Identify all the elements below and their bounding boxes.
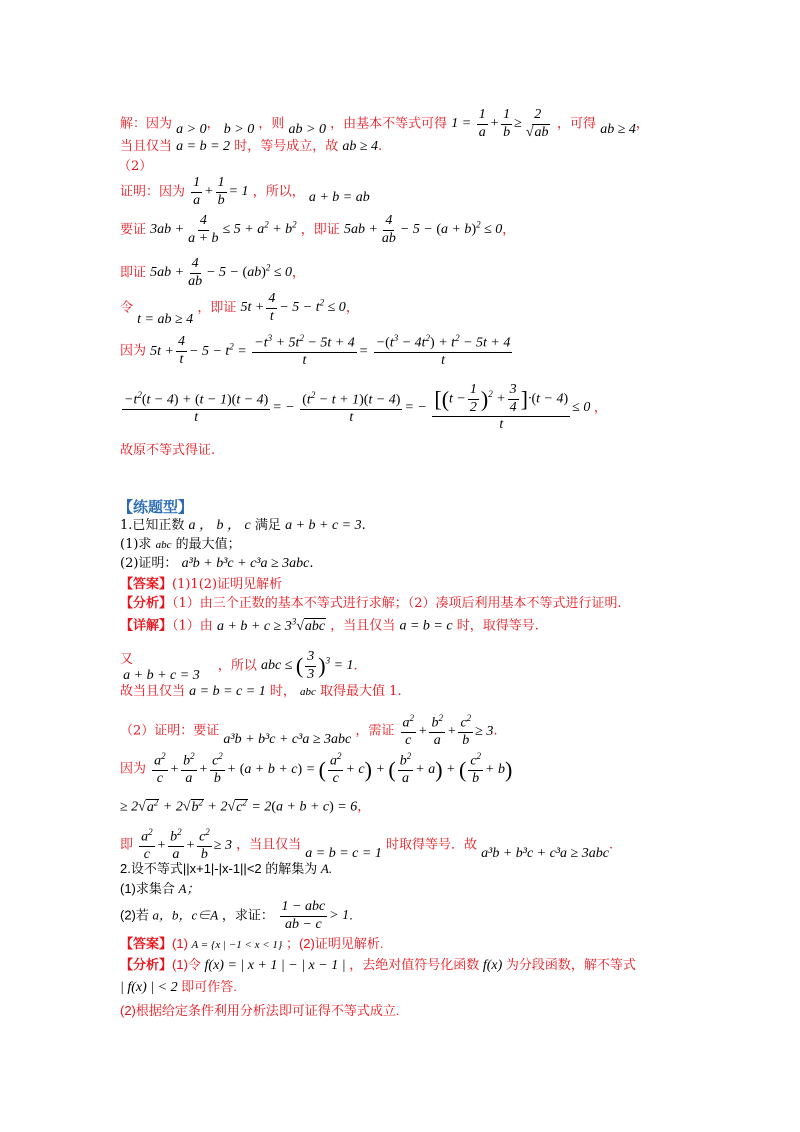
- q2-analysis-cont: [120, 980, 237, 995]
- text: 时，等号成立，故: [234, 139, 339, 154]
- text: （1）由: [172, 618, 213, 634]
- math-formula: $a + b + c \ge 3^3√abc$: [216, 616, 326, 634]
- text: 故当且仅当: [120, 684, 186, 699]
- text: （1）由三个正数的基本不等式进行求解；（2）凑项后利用基本不等式进行证明.: [172, 596, 622, 611]
- math-formula: 5t + $\frac{4}{t}$ − $5 - t^2$ = $\frac{-t^3 + 5t^2 - 5t + 4}{t}$ = $\frac{-(t^3 - 4t^2) + t^2 - 5t + 4}{t}$: [150, 333, 511, 369]
- math-formula: 5ab + $\frac{4}{ab}$ − $5 - (a + b)^2 \le 0$: [343, 213, 503, 246]
- analysis-tag: 【分析】: [120, 596, 173, 611]
- q1-because: [120, 752, 512, 787]
- solution-line-8: $\frac{-t^2(t - 4) + (t - 1)(t - 4)}{t}$ = − $\frac{(t^2 - t + 1)(t - 4)}{t}$ = − [(t − $\frac{1}{2}$ )$^2$ + $\frac{3}{4}$ ]·(t − 4) t ≤ 0 ，: [120, 383, 607, 433]
- math-expr: f(x) = | x + 1 | − | x − 1 |: [204, 958, 346, 973]
- text: ，由基本不等式可得: [330, 116, 448, 132]
- math-formula: $\frac{a^2}{c}$ + $\frac{b^2}{a}$ + $\frac{c^2}{b}$ + (a + b + c) = ( $\frac{a^2}{c}$ + c) + ( $\frac{b^2}{a}$ + a) + ( $\frac{c^2}{b}$ + b): [154, 751, 513, 787]
- math-expr: A.: [320, 861, 333, 876]
- math-expr: ab ≥ 4: [600, 122, 636, 138]
- text: 为分段函数，解不等式: [505, 957, 636, 972]
- q1-stem: 1.已知正数 a ， b ， c 满足 a + b + c = 3.: [120, 518, 366, 533]
- text: ，即证: [197, 300, 237, 316]
- math-formula: $\frac{a^2}{c}$ + $\frac{b^2}{a}$ + $\frac{c^2}{b}$ ≥ 3: [402, 713, 494, 749]
- math-expr: a³b + b³c + c³a ≥ 3abc: [223, 731, 352, 747]
- q1-part-2: (2)证明： a³b + b³c + c³a ≥ 3abc.: [120, 556, 314, 571]
- text: 令: [120, 300, 134, 316]
- text: （2）证明：要证: [120, 723, 220, 739]
- text: 取得最大值 1.: [320, 684, 402, 699]
- math-expr: a³b + b³c + c³a ≥ 3abc: [481, 845, 609, 861]
- q2-stem: [120, 862, 332, 875]
- q1-part-1: [120, 538, 241, 551]
- text: (1)1(2)证明见解析: [172, 577, 283, 592]
- solution-line-5: 即证 5ab + $\frac{4}{ab}$ − 5 − (ab)$^2$ ≤ 0，: [120, 256, 306, 289]
- math-formula: $\frac{1}{a}$ + $\frac{1}{b}$ = 1: [193, 175, 249, 208]
- math-expr: ab ≥ 4: [342, 139, 379, 154]
- math-formula: $\frac{-t^2(t - 4) + (t - 1)(t - 4)}{t}$ = − $\frac{(t^2 - t + 1)(t - 4)}{t}$ = − [(t − $\frac{1}{2}$ )$^2$ + $\frac{3}{4}$ ]·(t − 4) t ≤ 0: [124, 382, 594, 433]
- solution-line-6: 令 t = ab ≥ 4 ，即证 5t + $\frac{4}{t}$ − $5 - t^2 \le 0$，: [120, 291, 359, 328]
- math-expr: abc: [300, 686, 316, 698]
- text: ，当且仅当: [236, 837, 302, 853]
- text: ，需证: [355, 723, 395, 739]
- math-formula: ≥ $2√a^2 + 2√b^2 + 2√c^2 = 2(a + b + c) = 6$: [120, 797, 358, 815]
- text: 2.设不等式||x+1|-|x-1||<2 的解集为: [120, 861, 318, 876]
- math-formula: 5ab + $\frac{4}{ab}$ − 5 − (ab)$^2$ ≤ 0: [150, 256, 293, 289]
- q1-ineq-chain: ≥ $2√a^2 + 2√b^2 + 2√c^2 = 2(a + b + c) = 6$，: [120, 797, 371, 815]
- math-expr: t = ab ≥ 4: [137, 312, 194, 328]
- text: 因为: [120, 761, 147, 777]
- text: ，求证：: [221, 907, 274, 923]
- text: .: [378, 139, 383, 154]
- math-formula: $\frac{a^2}{c}$ + $\frac{b^2}{a}$ + $\frac{c^2}{b}$ ≥ 3: [141, 827, 232, 863]
- q2-analysis-2: (2)根据给定条件利用分析法即可证得不等式成立.: [120, 1003, 400, 1018]
- q2-analysis: [120, 958, 636, 973]
- text: (2)证明：: [120, 556, 178, 571]
- q2-part-1: [120, 882, 199, 895]
- q1-detail: [120, 617, 539, 634]
- math-formula: $\frac{\text{1 − abc}}{ab - c}$ > 1: [281, 899, 350, 932]
- math-expr: A；: [178, 881, 200, 896]
- answer-tag: 【答案】: [120, 577, 173, 592]
- solution-line-7: [120, 334, 514, 369]
- text: (1): [172, 936, 188, 951]
- text: ，所以，: [252, 184, 305, 200]
- math-expr: a，b，c∈A: [152, 907, 219, 923]
- solution-line-2: [120, 140, 382, 154]
- q1-answer: [120, 578, 282, 591]
- text: (1)求: [120, 537, 152, 552]
- text: (1)求集合: [120, 881, 175, 896]
- conclusion: 故原不等式得证.: [120, 443, 216, 458]
- math-expr: a³b + b³c + c³a ≥ 3abc: [181, 556, 310, 571]
- math-formula: abc ≤ ( $\frac{3}{3}$ )$^3$ = 1: [261, 649, 354, 682]
- math-expr: abc: [155, 539, 172, 551]
- text: 的最大值；: [175, 537, 241, 552]
- text: 满足: [254, 518, 281, 533]
- text: ，当且仅当: [330, 618, 396, 634]
- math-expr: ab > 0: [288, 122, 326, 138]
- solution-line-3: [120, 176, 370, 208]
- math-formula: 3ab + $\frac{4}{a + b}$ ≤ $5 + a^2 + b^2$: [150, 213, 297, 246]
- math-expr: a > 0: [176, 122, 207, 138]
- math-expr: a = b = c = 1: [189, 684, 266, 699]
- text: ，即证: [300, 222, 340, 238]
- math-expr: | f(x) | < 2: [120, 980, 178, 995]
- text: 即可作答.: [181, 979, 237, 994]
- q1-ji: 即 $\frac{a^2}{c}$ + $\frac{b^2}{a}$ + $\frac{c^2}{b}$ ≥ 3 ，当且仅当 a = b = c = 1 时取得等号．故 a³b + b³c + c³a ≥ 3abc.: [120, 827, 614, 863]
- q2-answer: [120, 937, 383, 951]
- q1-analysis: [120, 597, 622, 610]
- q1-so: [120, 685, 402, 699]
- text: 时，取得等号.: [456, 618, 539, 634]
- math-formula: 5t + $\frac{4}{t}$ − $5 - t^2 \le 0$: [240, 291, 346, 324]
- math-formula: 1 = $\frac{1}{a}$ + $\frac{1}{b}$ ≥ $\frac{2}{√ab}$: [451, 107, 549, 140]
- text: 1.已知正数: [120, 518, 185, 533]
- math-expr: a + b + c = 3: [285, 518, 362, 533]
- math-expr: a ， b ， c: [188, 518, 251, 533]
- text: ，所以: [217, 658, 257, 674]
- text: 即证: [120, 265, 147, 281]
- text: (2)若: [120, 907, 149, 923]
- text: ；(2)证明见解析.: [285, 936, 384, 951]
- math-expr: a = b = 2: [176, 139, 231, 154]
- q1-also: 又 a + b + c = 3 ，所以 abc ≤ ( $\frac{3}{3}$ )$^3$ = 1.: [120, 649, 358, 684]
- math-expr: b > 0: [223, 122, 255, 138]
- math-expr: a = b = c = 1: [305, 845, 382, 861]
- math-expr: a + b + c = 3: [123, 668, 200, 684]
- solution-line-1: 解：因为 a > 0， b > 0 ，则 ab > 0 ，由基本不等式可得 1 = $\frac{1}{a}$ + $\frac{1}{b}$ ≥ $\frac{2}{√ab}$ ，可得 ab ≥ 4，: [120, 107, 649, 140]
- text: ，去绝对值符号化函数: [349, 957, 480, 972]
- text: 当且仅当: [120, 139, 173, 154]
- text: 要证: [120, 222, 147, 238]
- text: 解：因为: [120, 116, 173, 132]
- text: 因为: [120, 343, 147, 359]
- text: 又: [120, 652, 134, 668]
- text: 时取得等号．故: [385, 837, 477, 853]
- part-2-label: （2）: [118, 159, 153, 174]
- math-expr: A = {x | −1 < x < 1}: [191, 939, 283, 951]
- text: 证明：因为: [120, 184, 186, 200]
- text: ，可得: [557, 116, 597, 132]
- solution-line-4: 要证 3ab + $\frac{4}{a + b}$ ≤ $5 + a^2 + b^2$ ，即证 5ab + $\frac{4}{ab}$ − $5 - (a + b)^2 \le 0$，: [120, 213, 516, 246]
- math-expr: a + b = ab: [308, 190, 370, 206]
- math-expr: f(x): [482, 958, 503, 973]
- text: 即: [120, 837, 134, 853]
- detail-tag: 【详解】: [120, 618, 173, 634]
- answer-tag: 【答案】: [120, 936, 173, 951]
- text: 时，: [269, 684, 296, 699]
- analysis-tag: 【分析】: [120, 957, 173, 972]
- text: (1)令: [172, 957, 201, 972]
- q2-part-2: (2)若 a，b，c∈A ，求证： $\frac{\text{1 − abc}}{ab - c}$ > 1.: [120, 899, 353, 932]
- q1-part-2-proof: （2）证明：要证 a³b + b³c + c³a ≥ 3abc ，需证 $\frac{a^2}{c}$ + $\frac{b^2}{a}$ + $\frac{c^2}{b}$ ≥ 3.: [120, 713, 498, 749]
- text: ，则: [258, 116, 285, 132]
- math-expr: a = b = c: [399, 618, 453, 634]
- section-header: 【练题型】: [118, 499, 194, 516]
